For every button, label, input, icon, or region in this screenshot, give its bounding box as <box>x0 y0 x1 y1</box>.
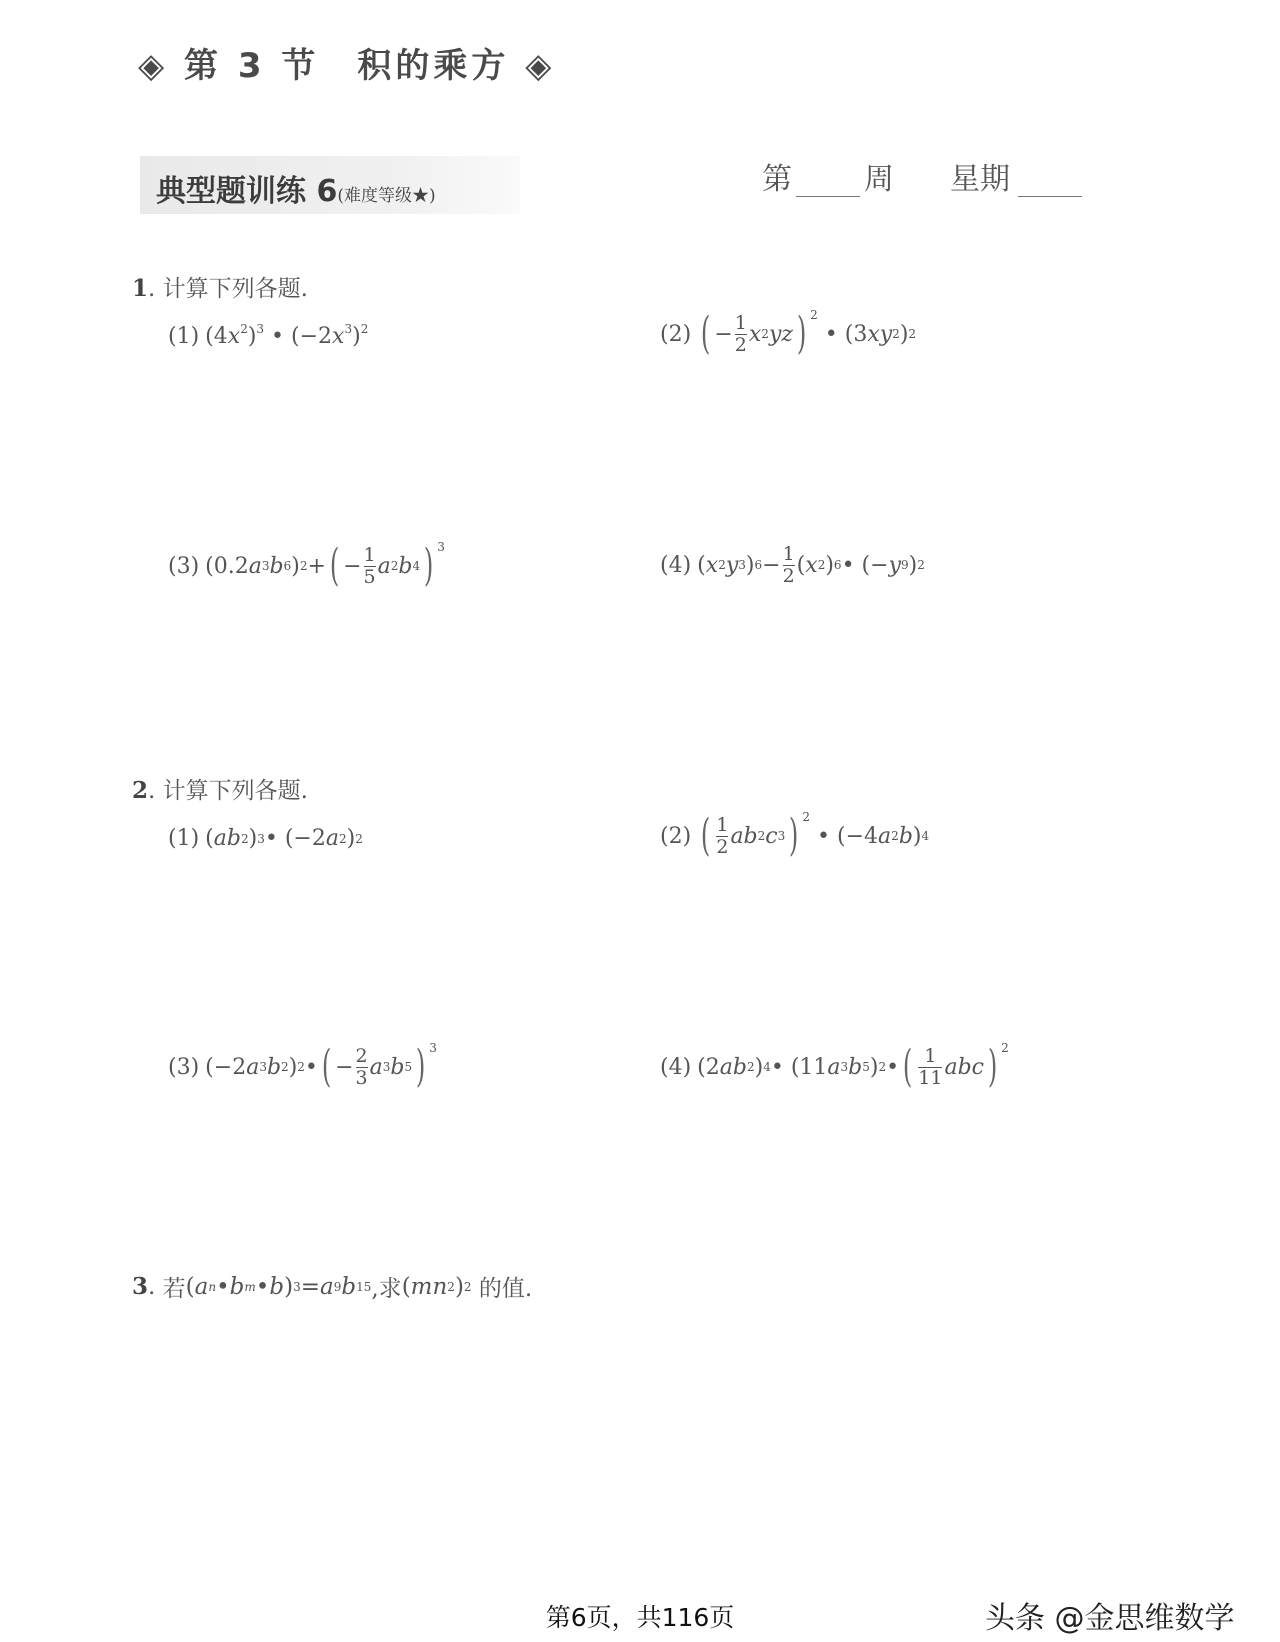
part-label: (3) <box>168 1054 200 1080</box>
question-prompt-mid: ,求 <box>371 1276 402 1302</box>
section-number: 第 3 节 <box>184 46 320 86</box>
question-prompt: 计算下列各题. <box>162 276 308 302</box>
page-indicator: 第6页，共116页 <box>545 1603 735 1632</box>
part-label: (3) <box>168 553 200 579</box>
exercise-banner-text <box>156 166 436 210</box>
problem-1-2: (2) ( − $\frac{1}{2}$ x 2 yz ) 2 • (3 xy 2 ) 2 <box>660 308 917 359</box>
diamond-icon: ◈ <box>138 46 169 86</box>
problem-2-2: (2) ( $\frac{1}{2}$ ab 2 c 3 ) 2 • (−4 a 2 b ) 4 <box>660 810 930 861</box>
exercise-title: 典型题训练 6 <box>156 174 338 209</box>
week-prefix: 第 <box>762 162 792 197</box>
week-blank[interactable] <box>796 196 860 197</box>
question-1: 1. 计算下列各题. <box>132 275 308 302</box>
week-suffix: 周 <box>864 162 894 197</box>
part-label: (1) <box>168 324 200 349</box>
question-2: 2. 计算下列各题. <box>132 777 308 804</box>
part-label: (1) <box>168 826 200 851</box>
expression: $(4x^2)^3$ • $(-2x^3)^2$ <box>205 322 369 349</box>
question-number: 2 <box>132 777 149 804</box>
part-label: (4) <box>660 552 692 578</box>
question-prompt: 计算下列各题. <box>162 778 308 804</box>
section-name: 积的乘方 <box>357 46 510 86</box>
problem-2-3: (3) (−2 a 3 b 2 ) 2 • ( − $\frac{2}{3}$ a 3 b 5 ) 3 <box>168 1041 437 1092</box>
question-number: 1 <box>132 275 149 302</box>
question-number: 3 <box>132 1273 149 1300</box>
problem-2-4: (4) (2 ab 2 ) 4 • (11 a 3 b 5 ) 2 • ( $\frac{1}{11}$ abc ) 2 <box>660 1041 1009 1092</box>
problem-1-4: (4) ( x 2 y 3 ) 6 − $\frac{1}{2}$ ( x 2 ) 6 • (− y 9 ) 2 <box>660 543 925 587</box>
section-title <box>138 38 555 87</box>
diamond-icon: ◈ <box>525 46 556 86</box>
difficulty-label: (难度等级★) <box>337 186 436 206</box>
weekday-blank[interactable] <box>1018 196 1082 197</box>
part-label: (2) <box>660 823 692 849</box>
problem-2-1: (1) ( ab 2 ) 3 • (−2 a 2 ) 2 <box>168 826 363 851</box>
question-prompt-post: 的值. <box>478 1276 533 1302</box>
question-prompt-pre: 若 <box>162 1276 186 1302</box>
watermark: 头条 @金思维数学 <box>985 1601 1235 1636</box>
problem-1-1 <box>168 324 368 349</box>
part-label: (2) <box>660 321 692 347</box>
weekday-label: 星期 <box>950 162 1010 197</box>
question-3: 3 . 若 ( a n • b m • b ) 3 = a 9 b 15 ,求 ( mn 2 ) 2 的值. <box>132 1270 532 1303</box>
part-label: (4) <box>660 1054 692 1080</box>
problem-1-3: (3) (0.2 a 3 b 6 ) 2 + ( − $\frac{1}{5}$ a 2 b 4 ) 3 <box>168 540 445 591</box>
